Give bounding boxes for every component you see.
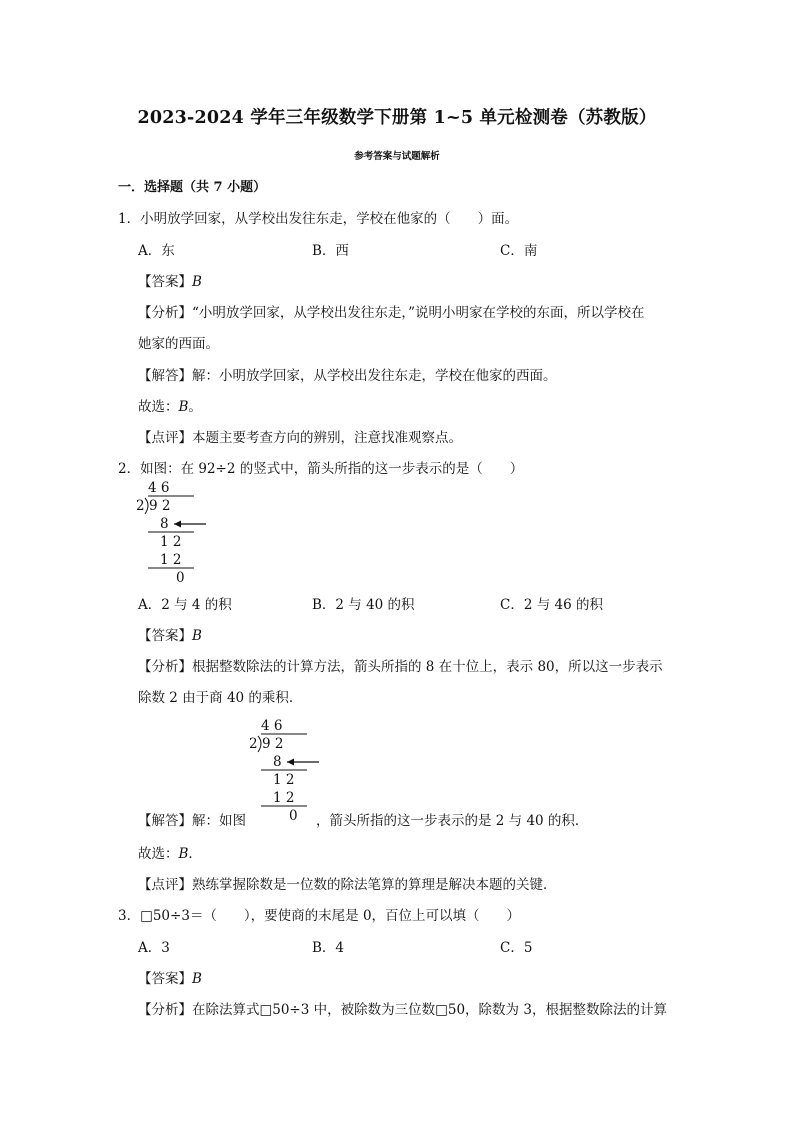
q2-solution-cont: ，箭头所指的这一步表示的是 2 与 40 的积． (316, 813, 589, 829)
q1-analysis-cont: 她家的西面。 (138, 336, 219, 352)
step-second-product: 1 2 (160, 552, 182, 568)
analysis-text: “小明放学回家，从学校出发往东走，”说明小明家在学校的东面，所以学校在 (192, 305, 645, 321)
q3-option-b: B．4 (312, 940, 345, 956)
analysis-tag: 【分析】 (138, 305, 192, 321)
q2-option-b: B．2 与 40 的积 (312, 597, 415, 613)
q2-answer (138, 624, 202, 644)
comment-tag: 【点评】 (138, 430, 192, 446)
q2-choice (138, 842, 202, 862)
answer-tag: 【答案】 (138, 274, 192, 290)
solution-tag: 【解答】 (138, 368, 192, 384)
comment-tag: 【点评】 (138, 877, 192, 893)
answer-value: B (192, 274, 202, 290)
step-second-product: 1 2 (273, 790, 295, 806)
choice-value: B (178, 399, 189, 415)
choice-value: B (178, 846, 189, 862)
remainder: 0 (176, 570, 185, 586)
q1-stem: 1．小明放学回家，从学校出发往东走，学校在他家的（ ）面。 (118, 211, 519, 227)
step-product: 8 (160, 516, 169, 532)
comment-text: 熟练掌握除数是一位数的除法笔算的算理是解决本题的关键． (192, 877, 557, 893)
q1-solution (138, 364, 557, 384)
document-title: 2023-2024 学年三年级数学下册第 1~5 单元检测卷（苏教版） (137, 108, 657, 128)
q3-answer (138, 967, 202, 987)
arrow-icon (287, 759, 294, 766)
q1-answer (138, 270, 202, 290)
dividend: 9 2 (149, 498, 171, 514)
q3-stem: 3．□50÷3＝（ ），要使商的末尾是 0，百位上可以填（ ） (118, 908, 521, 924)
document-subtitle: 参考答案与试题解析 (354, 151, 440, 162)
q3-option-a: A．3 (138, 940, 170, 956)
q2-comment (138, 873, 557, 893)
solution-tag: 【解答】 (138, 813, 192, 829)
choice-suffix: 。 (188, 399, 202, 415)
section-heading: 一．选择题（共 7 小题） (118, 180, 267, 195)
step-bring-down: 1 2 (160, 534, 182, 550)
q2-option-c: C．2 与 46 的积 (500, 597, 603, 613)
answer-tag: 【答案】 (138, 971, 192, 987)
step-product: 8 (273, 754, 282, 770)
q3-option-c: C．5 (500, 940, 533, 956)
solution-text: 解：小明放学回家，从学校出发往东走，学校在他家的西面。 (192, 368, 557, 384)
dividend: 9 2 (262, 736, 284, 752)
quotient-digits: 4 6 (261, 718, 283, 734)
answer-tag: 【答案】 (138, 628, 192, 644)
choice-suffix: ． (188, 846, 202, 862)
choice-prefix: 故选： (138, 399, 179, 415)
analysis-text: 在除法算式□50÷3 中，被除数为三位数□50，除数为 3，根据整数除法的计算 (192, 1002, 667, 1018)
q2-solution (138, 809, 246, 829)
q2-analysis-cont: 除数 2 由于商 40 的乘积． (138, 690, 303, 706)
analysis-tag: 【分析】 (138, 659, 192, 675)
q1-option-b: B．西 (312, 243, 349, 259)
remainder: 0 (289, 808, 298, 824)
q3-analysis (138, 998, 667, 1018)
analysis-text: 根据整数除法的计算方法，箭头所指的 8 在十位上，表示 80，所以这一步表示 (192, 659, 663, 675)
solution-prefix: 解：如图 (192, 813, 246, 829)
divisor: 2 (249, 736, 258, 752)
choice-prefix: 故选： (138, 846, 179, 862)
q1-choice (138, 395, 202, 415)
quotient-digits: 4 6 (148, 480, 170, 496)
step-bring-down: 1 2 (273, 772, 295, 788)
q1-comment (138, 426, 462, 446)
q1-option-c: C．南 (500, 243, 538, 259)
answer-value: B (192, 628, 202, 644)
division-bracket (145, 498, 148, 514)
long-division-figure (134, 478, 224, 588)
divisor: 2 (136, 498, 145, 514)
analysis-tag: 【分析】 (138, 1002, 192, 1018)
arrow-icon (174, 521, 181, 528)
q2-stem: 2．如图：在 92÷2 的竖式中，箭头所指的这一步表示的是（ ） (118, 461, 524, 477)
comment-text: 本题主要考查方向的辨别，注意找准观察点。 (192, 430, 462, 446)
answer-value: B (192, 971, 202, 987)
q2-analysis (138, 655, 663, 675)
q1-option-a: A．东 (138, 243, 175, 259)
q2-option-a: A．2 与 4 的积 (138, 597, 232, 613)
division-bracket (258, 736, 261, 752)
q1-analysis (138, 301, 645, 321)
